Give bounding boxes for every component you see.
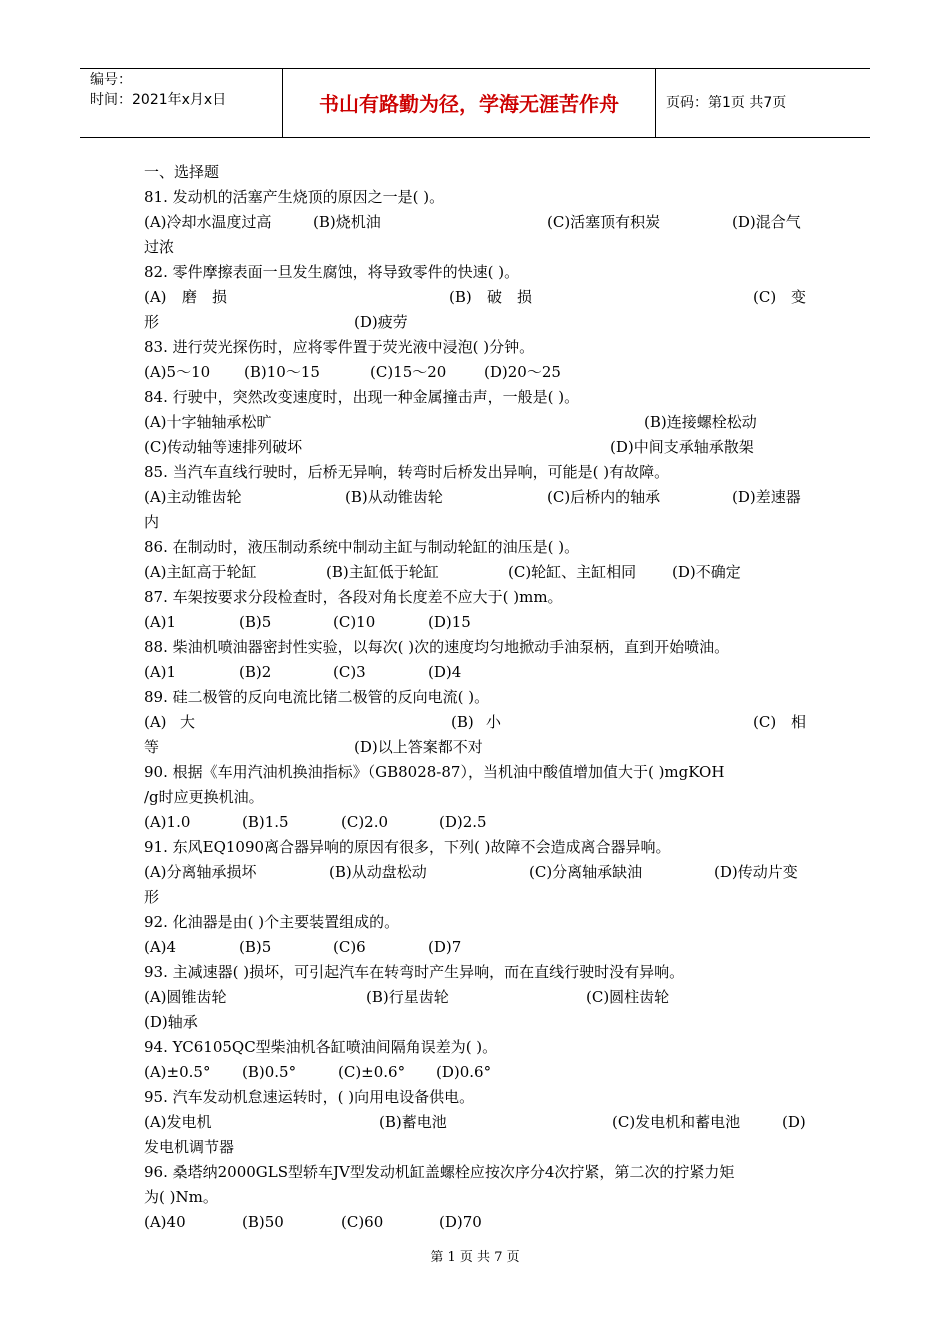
options-87 (144, 610, 810, 635)
option-b: (B)10～15 (244, 363, 320, 381)
option-d: (D)差速器 (732, 488, 801, 506)
question-82: 82. 零件摩擦表面一旦发生腐蚀，将导致零件的快速( )。 (144, 263, 520, 281)
options-92 (144, 935, 810, 960)
option-a: (A)±0.5° (144, 1063, 211, 1081)
question-95: 95. 汽车发动机怠速运转时，( )向用电设备供电。 (144, 1088, 475, 1106)
options-96 (144, 1210, 810, 1235)
question-90-cont: /g时应更换机油。 (144, 788, 264, 806)
question-92: 92. 化油器是由( )个主要装置组成的。 (144, 913, 400, 931)
option-c-text: 变 (791, 288, 807, 306)
option-d: (D)4 (428, 663, 462, 681)
option-c: (C)3 (333, 663, 366, 681)
option-a: (A)40 (144, 1213, 186, 1231)
option-b: (B) (451, 713, 474, 731)
option-wrap: 形 (144, 888, 160, 906)
options-82 (144, 285, 810, 310)
option-a: (A)分离轴承损坏 (144, 863, 257, 881)
document-number-label: 编号： (90, 72, 132, 88)
page-footer: 第 1 页 共 7 页 (430, 1250, 520, 1265)
option-wrap: 过浓 (144, 238, 175, 256)
question-86: 86. 在制动时，液压制动系统中制动主缸与制动轮缸的油压是( )。 (144, 538, 580, 556)
page-header (80, 68, 870, 138)
options-95 (144, 1110, 810, 1135)
option-b: (B)0.5° (242, 1063, 297, 1081)
option-b: (B)5 (239, 613, 272, 631)
options-83 (144, 360, 810, 385)
options-89-cont (144, 735, 810, 760)
options-84-cont (144, 435, 810, 460)
section-title: 一、选择题 (144, 163, 220, 181)
option-wrap: 内 (144, 513, 160, 531)
option-c: (C)活塞顶有积炭 (547, 213, 661, 231)
options-88 (144, 660, 810, 685)
options-84 (144, 410, 810, 435)
option-wrap: 发电机调节器 (144, 1138, 235, 1156)
options-91 (144, 860, 810, 885)
option-a: (A)1 (144, 613, 177, 631)
option-d: (D)混合气 (732, 213, 801, 231)
option-c: (C) (753, 288, 777, 306)
option-d: (D)0.6° (436, 1063, 492, 1081)
option-b: (B) (449, 288, 472, 306)
question-91: 91. 东风EQ1090离合器异响的原因有很多，下列( )故障不会造成离合器异响。 (144, 838, 671, 856)
option-a: (A)十字轴轴承松旷 (144, 413, 272, 431)
question-87: 87. 车架按要求分段检查时，各段对角长度差不应大于( )mm。 (144, 588, 563, 606)
option-c-wrap: 等 (144, 738, 160, 756)
option-b: (B)蓄电池 (379, 1113, 447, 1131)
option-d: (D)不确定 (672, 563, 741, 581)
question-81: 81. 发动机的活塞产生烧顶的原因之一是( )。 (144, 188, 445, 206)
option-a: (A)主缸高于轮缸 (144, 563, 257, 581)
option-d: (D)2.5 (439, 813, 487, 831)
option-d: (D)中间支承轴承散架 (610, 438, 754, 456)
option-c-text: 相 (791, 713, 807, 731)
option-c: (C)分离轴承缺油 (529, 863, 643, 881)
header-page-info: 页码：第1页 共7页 (666, 95, 787, 111)
option-a: (A)4 (144, 938, 177, 956)
options-94 (144, 1060, 810, 1085)
option-b-text: 损 (517, 288, 533, 306)
option-c: (C) (753, 713, 777, 731)
option-a: (A)主动锥齿轮 (144, 488, 242, 506)
option-b: (B)从动锥齿轮 (345, 488, 443, 506)
option-b: (B)1.5 (242, 813, 289, 831)
question-88: 88. 柴油机喷油器密封性实验，以每次( )次的速度均匀地掀动手油泵柄，直到开始喷油。 (144, 638, 730, 656)
option-b: (B)行星齿轮 (366, 988, 449, 1006)
question-84: 84. 行驶中，突然改变速度时，出现一种金属撞击声，一般是( )。 (144, 388, 580, 406)
question-96: 96. 桑塔纳2000GLS型轿车JV型发动机缸盖螺栓应按次序分4次拧紧，第二次的拧紧力矩 (144, 1163, 735, 1181)
question-89: 89. 硅二极管的反向电流比锗二极管的反向电流( )。 (144, 688, 490, 706)
option-a-text: 大 (180, 713, 196, 731)
header-page-cell (656, 69, 870, 137)
question-90: 90. 根据《车用汽油机换油指标》（GB8028-87），当机油中酸值增加值大于( )mgKOH (144, 763, 725, 781)
options-82-cont (144, 310, 810, 335)
option-c: (C)后桥内的轴承 (547, 488, 661, 506)
option-b: (B)连接螺栓松动 (644, 413, 757, 431)
option-a: (A)5～10 (144, 363, 211, 381)
options-89 (144, 710, 810, 735)
option-a: (A)冷却水温度过高 (144, 213, 272, 231)
option-b: (B)2 (239, 663, 272, 681)
question-85: 85. 当汽车直线行驶时，后桥无异响，转弯时后桥发出异响，可能是( )有故障。 (144, 463, 670, 481)
option-b-text: 破 (487, 288, 503, 306)
question-list (144, 160, 810, 1235)
option-b-text: 小 (486, 713, 502, 731)
option-d: (D)70 (439, 1213, 482, 1231)
option-b: (B)烧机油 (313, 213, 381, 231)
option-a: (A)1.0 (144, 813, 191, 831)
question-94: 94. YC6105QC型柴油机各缸喷油间隔角误差为( )。 (144, 1038, 498, 1056)
option-c: (C)轮缸、主缸相同 (508, 563, 637, 581)
options-81 (144, 210, 810, 235)
document-date: 时间：2021年x月x日 (90, 92, 227, 108)
option-c: (C)传动轴等速排列破坏 (144, 438, 303, 456)
question-83: 83. 进行荧光探伤时，应将零件置于荧光液中浸泡( )分钟。 (144, 338, 535, 356)
option-b: (B)主缸低于轮缸 (326, 563, 439, 581)
option-a-text: 损 (212, 288, 228, 306)
question-96-cont: 为( )Nm。 (144, 1188, 218, 1206)
option-d: (D)15 (428, 613, 471, 631)
option-d: (D)轴承 (144, 1013, 198, 1031)
option-c: (C)10 (333, 613, 376, 631)
option-a-text: 磨 (182, 288, 198, 306)
header-meta-cell (80, 69, 283, 137)
option-b: (B)50 (242, 1213, 284, 1231)
option-c: (C)圆柱齿轮 (586, 988, 670, 1006)
options-93 (144, 985, 810, 1010)
option-c: (C)±0.6° (338, 1063, 406, 1081)
option-b: (B)从动盘松动 (329, 863, 427, 881)
option-a: (A) (144, 288, 167, 306)
option-a: (A)圆锥齿轮 (144, 988, 227, 1006)
option-a: (A)发电机 (144, 1113, 212, 1131)
option-d: (D)以上答案都不对 (354, 738, 483, 756)
option-a: (A)1 (144, 663, 177, 681)
option-b: (B)5 (239, 938, 272, 956)
option-c: (C)发电机和蓄电池 (612, 1113, 741, 1131)
option-d: (D)传动片变 (714, 863, 798, 881)
option-d: (D)20～25 (484, 363, 561, 381)
options-90 (144, 810, 810, 835)
header-motto: 书山有路勤为径，学海无涯苦作舟 (319, 92, 619, 116)
options-86 (144, 560, 810, 585)
options-85 (144, 485, 810, 510)
option-c: (C)6 (333, 938, 366, 956)
option-c: (C)2.0 (341, 813, 389, 831)
option-a: (A) (144, 713, 167, 731)
option-c: (C)15～20 (370, 363, 447, 381)
option-c-wrap: 形 (144, 313, 160, 331)
option-c: (C)60 (341, 1213, 384, 1231)
header-motto-cell (283, 69, 656, 137)
option-d: (D)7 (428, 938, 462, 956)
option-d: (D)疲劳 (354, 313, 408, 331)
option-d: (D) (782, 1113, 806, 1131)
question-93: 93. 主减速器( )损坏，可引起汽车在转弯时产生异响，而在直线行驶时没有异响。 (144, 963, 685, 981)
options-93-cont (144, 1010, 810, 1035)
